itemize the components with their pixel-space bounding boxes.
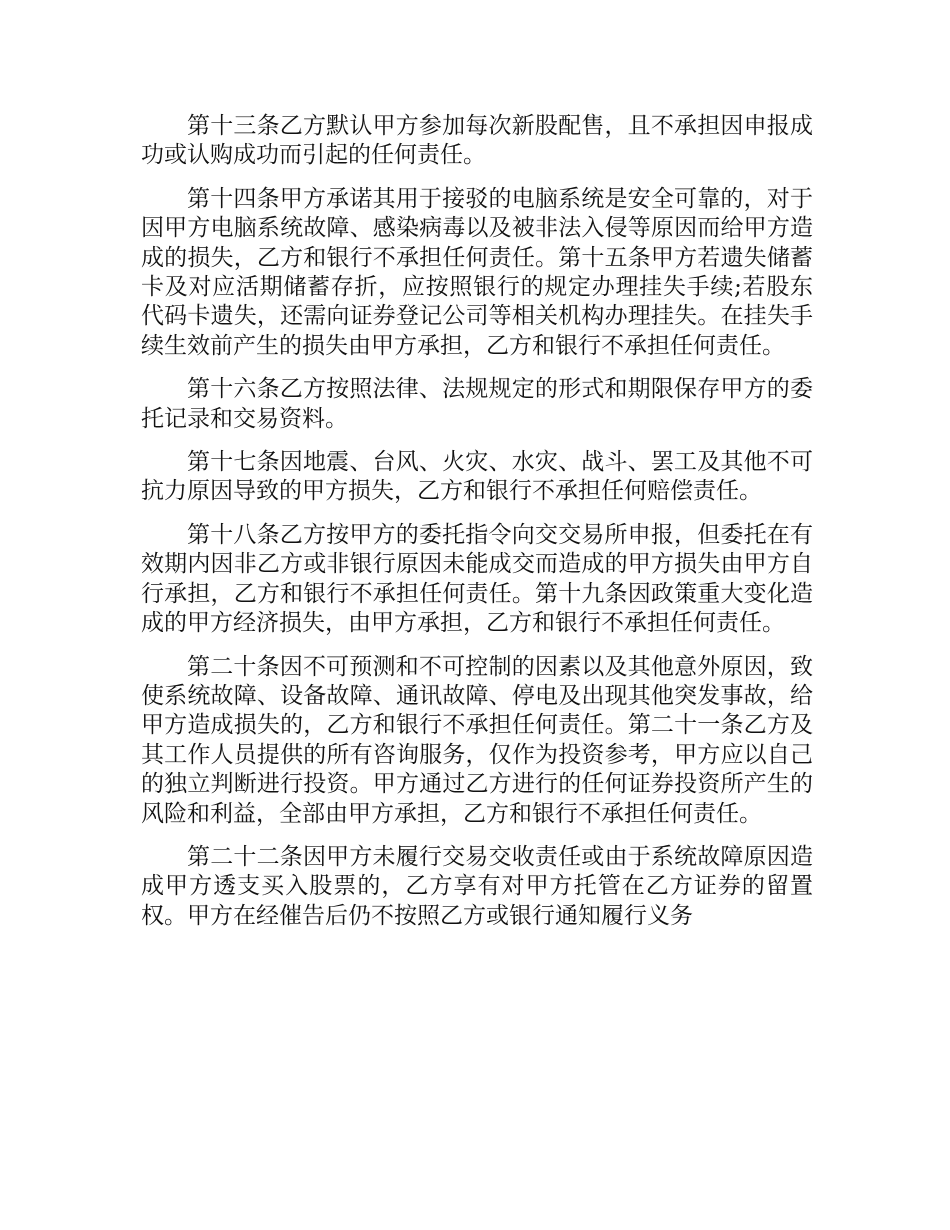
paragraph-article-17: 第十七条因地震、台风、火灾、水灾、战斗、罢工及其他不可抗力原因导致的甲方损失，乙方和银行不承担任何赔偿责任。 xyxy=(141,449,813,505)
paragraph-article-14-15: 第十四条甲方承诺其用于接驳的电脑系统是安全可靠的，对于因甲方电脑系统故障、感染病毒以及被非法入侵等原因而给甲方造成的损失，乙方和银行不承担任何责任。第十五条甲方若遗失储蓄卡及对应活期储蓄存折，应按照银行的规定办理挂失手续;若股东代码卡遗失，还需向证券登记公司等相关机构办理挂失。在挂失手续生效前产生的损失由甲方承担，乙方和银行不承担任何责任。 xyxy=(141,185,813,359)
paragraph-article-22: 第二十二条因甲方未履行交易交收责任或由于系统故障原因造成甲方透支买入股票的，乙方享有对甲方托管在乙方证券的留置权。甲方在经催告后仍不按照乙方或银行通知履行义务 xyxy=(141,843,813,929)
paragraph-article-16: 第十六条乙方按照法律、法规规定的形式和期限保存甲方的委托记录和交易资料。 xyxy=(141,376,813,432)
document-body xyxy=(141,112,813,945)
paragraph-article-13: 第十三条乙方默认甲方参加每次新股配售，且不承担因申报成功或认购成功而引起的任何责任。 xyxy=(141,113,813,169)
paragraph-article-20-21: 第二十条因不可预测和不可控制的因素以及其他意外原因，致使系统故障、设备故障、通讯故障、停电及出现其他突发事故，给甲方造成损失的，乙方和银行不承担任何责任。第二十一条乙方及其工作人员提供的所有咨询服务，仅作为投资参考，甲方应以自己的独立判断进行投资。甲方通过乙方进行的任何证券投资所产生的风险和利益，全部由甲方承担，乙方和银行不承担任何责任。 xyxy=(141,653,813,827)
paragraph-article-18-19: 第十八条乙方按甲方的委托指令向交交易所申报，但委托在有效期内因非乙方或非银行原因未能成交而造成的甲方损失由甲方自行承担，乙方和银行不承担任何责任。第十九条因政策重大变化造成的甲方经济损失，由甲方承担，乙方和银行不承担任何责任。 xyxy=(141,521,813,637)
